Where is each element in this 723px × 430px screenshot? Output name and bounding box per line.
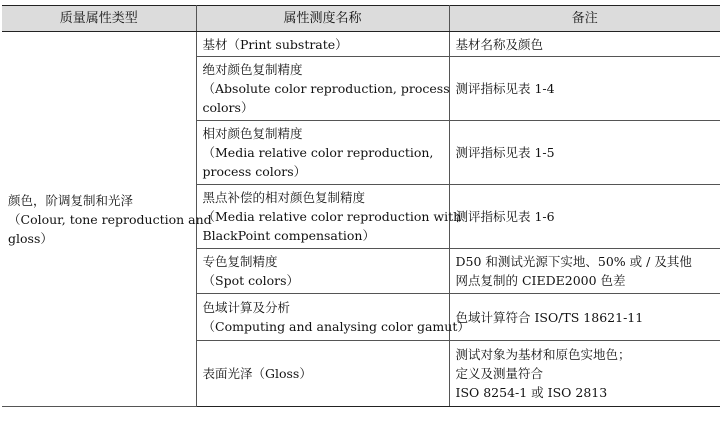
category-cell	[2, 32, 212, 407]
remark-line: 基材名称及颜色	[455, 36, 544, 52]
header-type: 质量属性类型	[2, 6, 196, 32]
measure-line: 绝对颜色复制精度	[202, 62, 303, 77]
remark-line: 测评指标见表 1-5	[455, 145, 555, 160]
remark-cell	[449, 57, 720, 121]
remark-line: 测试对象为基材和原色实地色；	[455, 347, 631, 362]
header-remark: 备注	[449, 6, 720, 32]
measure-cell	[196, 185, 462, 249]
measure-cell	[196, 57, 449, 121]
header-row	[2, 6, 720, 32]
attribute-table	[2, 5, 720, 407]
header-measure: 属性测度名称	[196, 6, 449, 32]
measure-cell	[196, 249, 449, 294]
remark-cell	[449, 294, 720, 341]
remark-line: D50 和测试光源下实地、50% 或 / 及其他	[455, 254, 692, 269]
remark-cell	[449, 249, 720, 294]
category-line: gloss）	[8, 230, 53, 246]
remark-cell	[449, 341, 720, 407]
remark-line: 测评指标见表 1-6	[455, 209, 555, 224]
measure-line: 色域计算及分析	[202, 300, 291, 315]
remark-cell	[449, 185, 720, 249]
measure-line: （Media relative color reproduction with	[202, 209, 462, 224]
measure-cell	[196, 294, 470, 341]
measure-line: （Spot colors）	[202, 273, 300, 288]
measure-line: 表面光泽（Gloss）	[202, 366, 312, 381]
remark-line: 测评指标见表 1-4	[455, 81, 555, 96]
measure-line: colors）	[202, 100, 254, 115]
measure-line: BlackPoint compensation）	[202, 228, 375, 243]
remark-cell	[449, 32, 720, 57]
remark-line: 网点复制的 CIEDE2000 色差	[455, 273, 626, 288]
remark-cell	[449, 121, 720, 185]
measure-line: 相对颜色复制精度	[202, 126, 303, 141]
table-row	[2, 32, 720, 57]
measure-cell	[196, 121, 449, 185]
measure-line: （Media relative color reproduction,	[202, 145, 434, 160]
remark-line: 定义及测量符合	[455, 366, 544, 381]
remark-line: ISO 8254-1 或 ISO 2813	[455, 385, 608, 400]
measure-cell	[196, 32, 449, 57]
category-line: （Colour, tone reproduction and	[8, 211, 212, 227]
measure-line: 黑点补偿的相对颜色复制精度	[202, 190, 366, 205]
measure-line: 基材（Print substrate）	[202, 36, 348, 52]
measure-line: （Computing and analysing color gamut）	[202, 319, 470, 334]
remark-line: 色域计算符合 ISO/TS 18621-11	[455, 309, 644, 325]
measure-line: 专色复制精度	[202, 254, 278, 269]
category-line: 颜色，阶调复制和光泽	[8, 192, 134, 208]
measure-line: （Absolute color reproduction, process	[202, 81, 450, 96]
measure-line: process colors）	[202, 164, 307, 179]
measure-cell	[196, 341, 449, 407]
